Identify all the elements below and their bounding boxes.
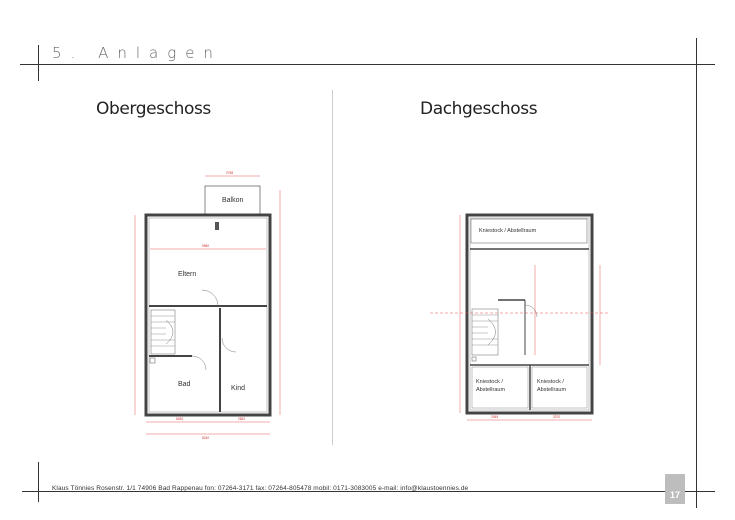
frame-right	[696, 38, 697, 508]
footer-contact: Klaus Tönnies Rosenstr. 1/1 74906 Bad Rappenau fon: 07264-3171 fax: 07264-805478 mobil: 0171-3083005 e-mail: info@klaustoennies.de	[52, 485, 469, 492]
floorplan-dachgeschoss	[425, 205, 615, 435]
dim-ober-top: 2758	[226, 171, 234, 175]
header-tick-left	[38, 45, 39, 81]
room-bad: Bad	[178, 381, 191, 388]
footer-tick-left	[38, 462, 39, 502]
room-kniestock-br-line1: Kniestock /	[537, 379, 564, 385]
plan-title-dachgeschoss: Dachgeschoss	[420, 99, 538, 119]
dim-ober-inner: 5980	[202, 244, 210, 248]
page-number: 17	[669, 490, 680, 500]
section-title: 5. Anlagen	[52, 44, 222, 62]
page-number-box	[665, 474, 685, 504]
dim-ober-total: 8240	[202, 436, 210, 440]
dim-dach-bottom-right: 3370	[553, 415, 561, 419]
room-kind: Kind	[231, 385, 246, 392]
plan-title-obergeschoss: Obergeschoss	[96, 99, 211, 119]
room-kniestock-br-line2: Abstellraum	[537, 387, 567, 393]
room-kniestock-bl-line1: Kniestock /	[476, 379, 503, 385]
room-eltern: Eltern	[178, 271, 197, 278]
dim-ober-bottom-right: 2652	[238, 417, 246, 421]
room-kniestock-bl-line2: Abstellraum	[476, 387, 506, 393]
dim-dach-bottom-left: 2945	[491, 415, 499, 419]
header-rule	[20, 64, 715, 65]
room-balkon: Balkon	[222, 197, 244, 204]
dim-ober-bottom-left: 5450	[176, 417, 184, 421]
floorplan-obergeschoss	[120, 160, 300, 445]
center-divider	[332, 90, 333, 445]
room-kniestock-top: Kniestock / Abstellraum	[479, 228, 537, 234]
